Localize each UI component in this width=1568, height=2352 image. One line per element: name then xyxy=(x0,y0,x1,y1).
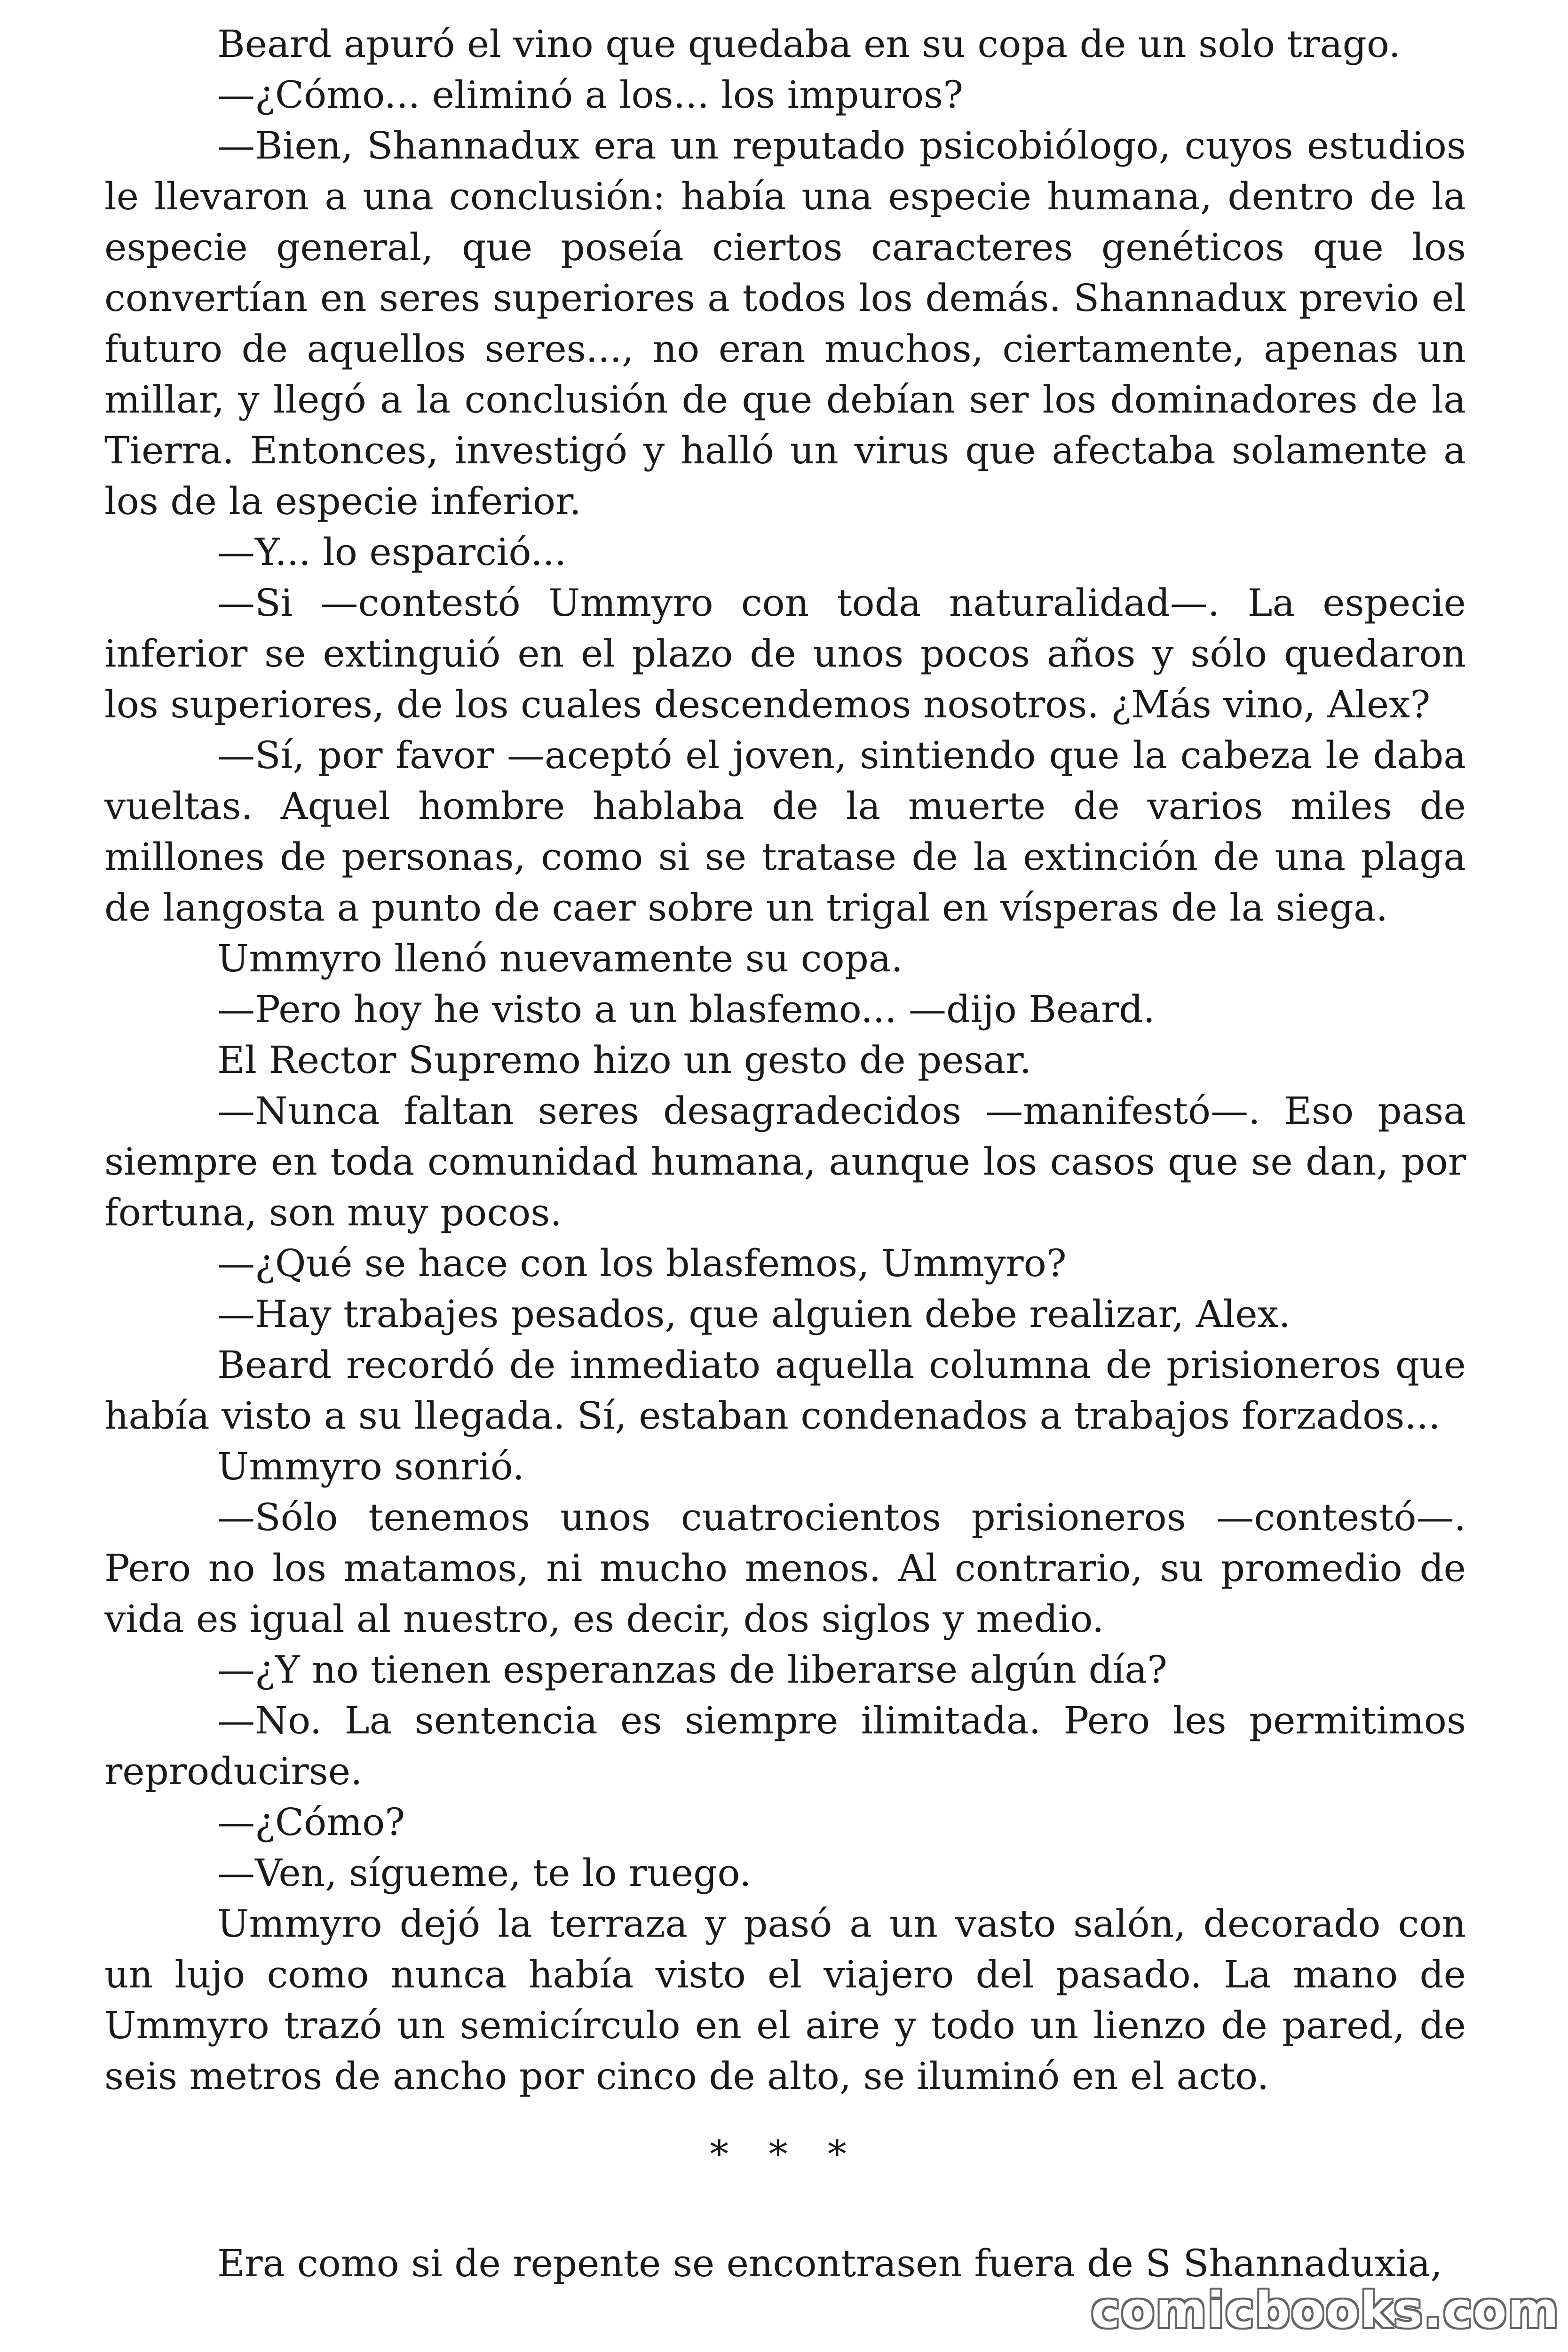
paragraph: Beard apuró el vino que quedaba en su copa de un solo trago. xyxy=(217,22,1401,66)
paragraph: —¿Cómo... eliminó a los... los impuros? xyxy=(217,73,964,117)
paragraph: —Ven, sígueme, te lo ruego. xyxy=(217,1851,752,1895)
paragraph: —Pero hoy he visto a un blasfemo... —dijo Beard. xyxy=(217,987,1155,1031)
paragraph: —Sólo tenemos unos cuatrocientos prisioneros —contestó—. Pero no los matamos, ni mucho menos. Al contrario, su promedio de vida es igual al nuestro, es decir, dos siglos y medio. xyxy=(104,1495,1466,1641)
paragraph: Ummyro dejó la terraza y pasó a un vasto salón, decorado con un lujo como nunca había visto el viajero del pasado. La mano de Ummyro trazó un semicírculo en el aire y todo un lienzo de pared, de seis metros de ancho por cinco de alto, se iluminó en el acto. xyxy=(104,1902,1466,2098)
paragraph: Ummyro llenó nuevamente su copa. xyxy=(217,937,903,980)
paragraph: —Sí, por favor —aceptó el joven, sintiendo que la cabeza le daba vueltas. Aquel hombre hablaba de la muerte de varios miles de millones de personas, como si se tratase de la extinción de una plaga de langosta a punto de caer sobre un trigal en vísperas de la siega. xyxy=(104,733,1466,930)
paragraph: Beard recordó de inmediato aquella columna de prisioneros que había visto a su llegada. Sí, estaban condenados a trabajos forzados... xyxy=(104,1343,1466,1438)
paragraph: —¿Y no tienen esperanzas de liberarse algún día? xyxy=(217,1648,1167,1692)
document-page xyxy=(104,19,1466,2343)
final-paragraph: Era como si de repente se encontrasen fuera de S Shannaduxia, xyxy=(217,2241,1442,2285)
paragraph: —Si —contestó Ummyro con toda naturalidad—. La especie inferior se extinguió en el plazo de unos pocos años y sólo quedaron los superiores, de los cuales descendemos nosotros. ¿Más vino, Alex? xyxy=(104,581,1466,726)
paragraph: —No. La sentencia es siempre ilimitada. Pero les permitimos reproducirse. xyxy=(104,1699,1466,1793)
paragraph: —¿Cómo? xyxy=(217,1800,405,1844)
paragraph: —Bien, Shannadux era un reputado psicobiólogo, cuyos estudios le llevaron a una conclusión: había una especie humana, dentro de la especie general, que poseía ciertos caracteres genéticos que los convertían en seres superiores a todos los demás. Shannadux previo el futuro de aquellos seres..., no eran muchos, ciertamente, apenas un millar, y llegó a la conclusión de que debían ser los dominadores de la Tierra. Entonces, investigó y halló un virus que afectaba solamente a los de la especie inferior. xyxy=(104,124,1466,523)
watermark: comicbooks.com xyxy=(1091,2281,1560,2339)
paragraph: —Hay trabajes pesados, que alguien debe realizar, Alex. xyxy=(217,1292,1291,1336)
paragraph: —Nunca faltan seres desagradecidos —manifestó—. Eso pasa siempre en toda comunidad humana, aunque los casos que se dan, por fortuna, son muy pocos. xyxy=(104,1089,1466,1234)
paragraph: —Y... lo esparció... xyxy=(217,530,567,574)
paragraph: Ummyro sonrió. xyxy=(217,1445,524,1488)
paragraph: —¿Qué se hace con los blasfemos, Ummyro? xyxy=(217,1241,1067,1285)
paragraph: El Rector Supremo hizo un gesto de pesar. xyxy=(217,1038,1032,1082)
scene-break: * * * xyxy=(710,2132,861,2176)
